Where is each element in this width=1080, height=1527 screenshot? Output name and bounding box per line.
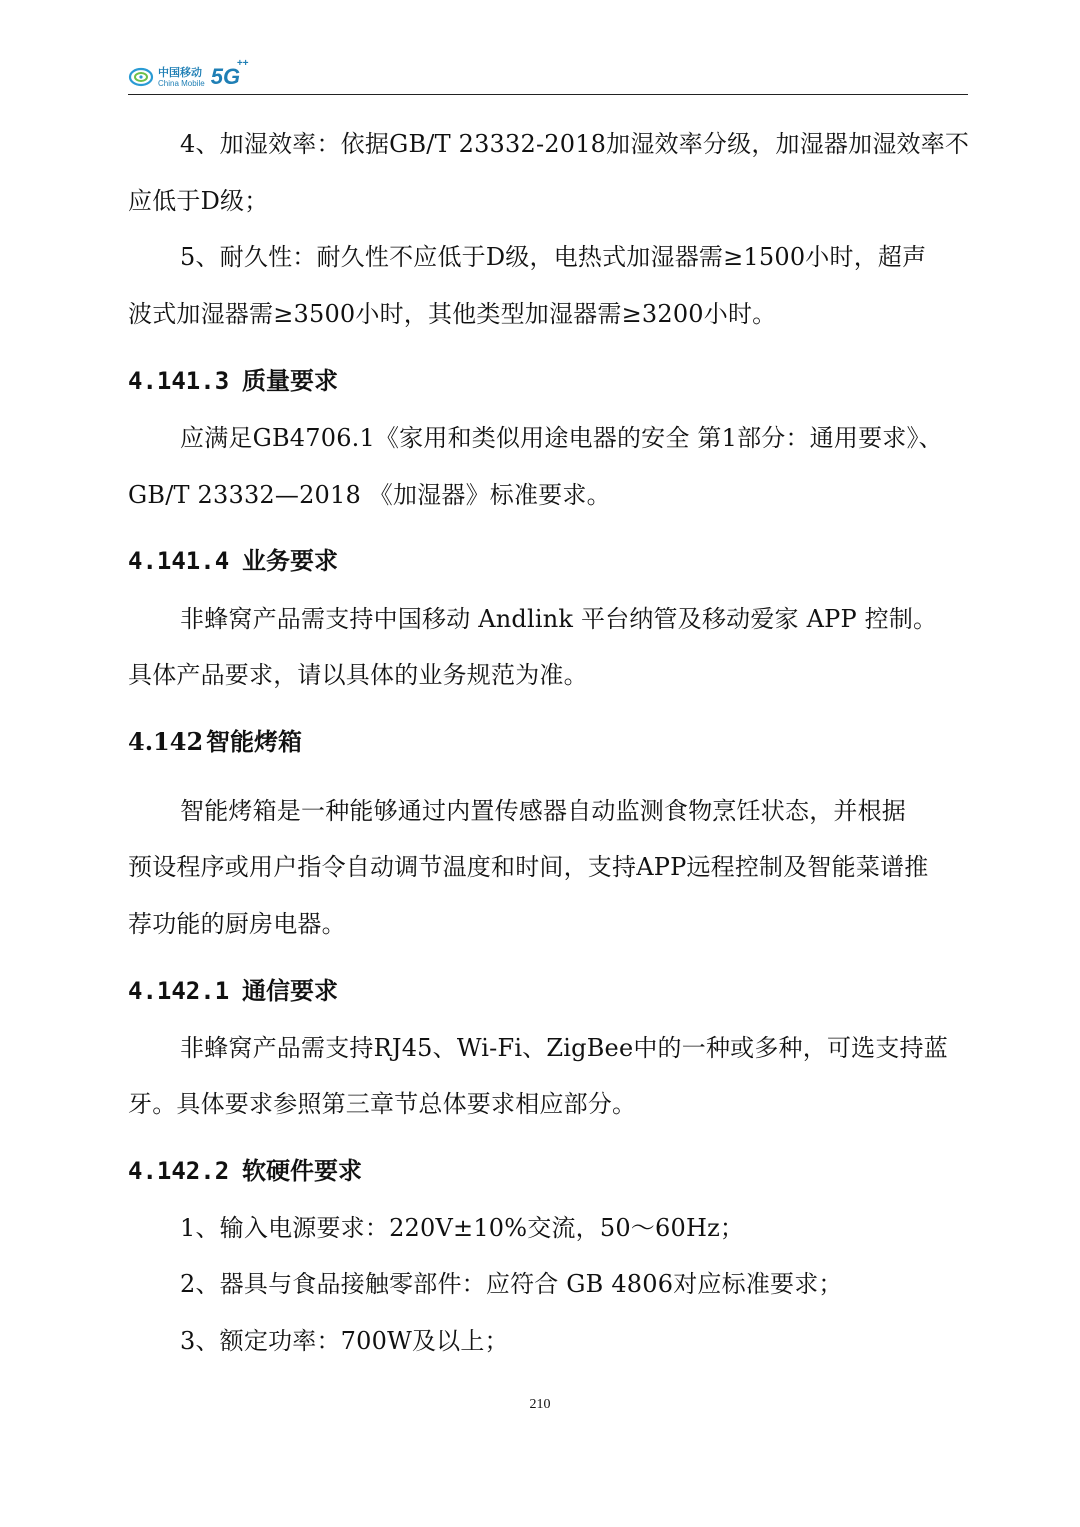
paragraph-line: 智能烤箱是一种能够通过内置传感器自动监测食物烹饪状态，并根据: [180, 797, 906, 825]
section-title: 通信要求: [242, 977, 338, 1005]
section-title: 软硬件要求: [242, 1157, 362, 1185]
logo-english-name: China Mobile: [158, 78, 205, 88]
section-number: 4.142: [128, 727, 204, 756]
section-number: 4.141.4: [128, 547, 230, 575]
header-divider: [128, 94, 968, 95]
paragraph-line: 4、加湿效率：依据GB/T 23332-2018加湿效率分级，加湿器加湿效率不: [180, 130, 970, 158]
section-heading-4-142-1: [128, 975, 338, 1007]
paragraph-line: 非蜂窝产品需支持中国移动 Andlink 平台纳管及移动爱家 APP 控制。: [180, 605, 938, 633]
logo-5g-mark: [210, 58, 249, 90]
paragraph-line: 应低于D级；: [128, 187, 269, 215]
paragraph-line: 5、耐久性：耐久性不应低于D级，电热式加湿器需≥1500小时，超声: [180, 243, 927, 271]
paragraph-line: 应满足GB4706.1《家用和类似用途电器的安全 第1部分：通用要求》、: [180, 424, 943, 452]
paragraph-line: 非蜂窝产品需支持RJ45、Wi-Fi、ZigBee中的一种或多种，可选支持蓝: [180, 1034, 948, 1062]
paragraph-line: GB/T 23332—2018 《加湿器》标准要求。: [128, 481, 611, 509]
paragraph-line: 预设程序或用户指令自动调节温度和时间，支持APP远程控制及智能菜谱推: [128, 853, 929, 881]
section-title: 质量要求: [242, 367, 338, 395]
logo-5g-text: 5G: [210, 64, 241, 89]
paragraph-line: 波式加湿器需≥3500小时，其他类型加湿器需≥3200小时。: [128, 300, 777, 328]
paragraph-line: 2、器具与食品接触零部件：应符合 GB 4806对应标准要求；: [180, 1270, 843, 1298]
section-title: 智能烤箱: [206, 728, 302, 756]
section-heading-4-142-2: [128, 1155, 362, 1187]
china-mobile-swirl-icon: [128, 66, 154, 88]
paragraph-line: 荐功能的厨房电器。: [128, 910, 346, 938]
paragraph-line: 1、输入电源要求：220V±10%交流，50～60Hz；: [180, 1214, 745, 1242]
section-number: 4.142.1: [128, 977, 230, 1005]
page-number: 210: [529, 1397, 551, 1412]
section-heading-4-141-4: [128, 545, 338, 577]
section-heading-4-141-3: [128, 365, 338, 397]
section-heading-4-142: [128, 726, 302, 758]
page-header: [128, 60, 968, 96]
logo-chinese-name: 中国移动: [158, 65, 202, 79]
section-number: 4.142.2: [128, 1157, 230, 1185]
section-number: 4.141.3: [128, 367, 230, 395]
paragraph-line: 3、额定功率：700W及以上；: [180, 1327, 509, 1355]
section-title: 业务要求: [242, 547, 338, 575]
paragraph-line: 具体产品要求，请以具体的业务规范为准。: [128, 661, 588, 689]
paragraph-line: 牙。具体要求参照第三章节总体要求相应部分。: [128, 1090, 637, 1118]
china-mobile-logo: [128, 58, 249, 92]
logo-5g-plus: ++: [236, 58, 249, 69]
